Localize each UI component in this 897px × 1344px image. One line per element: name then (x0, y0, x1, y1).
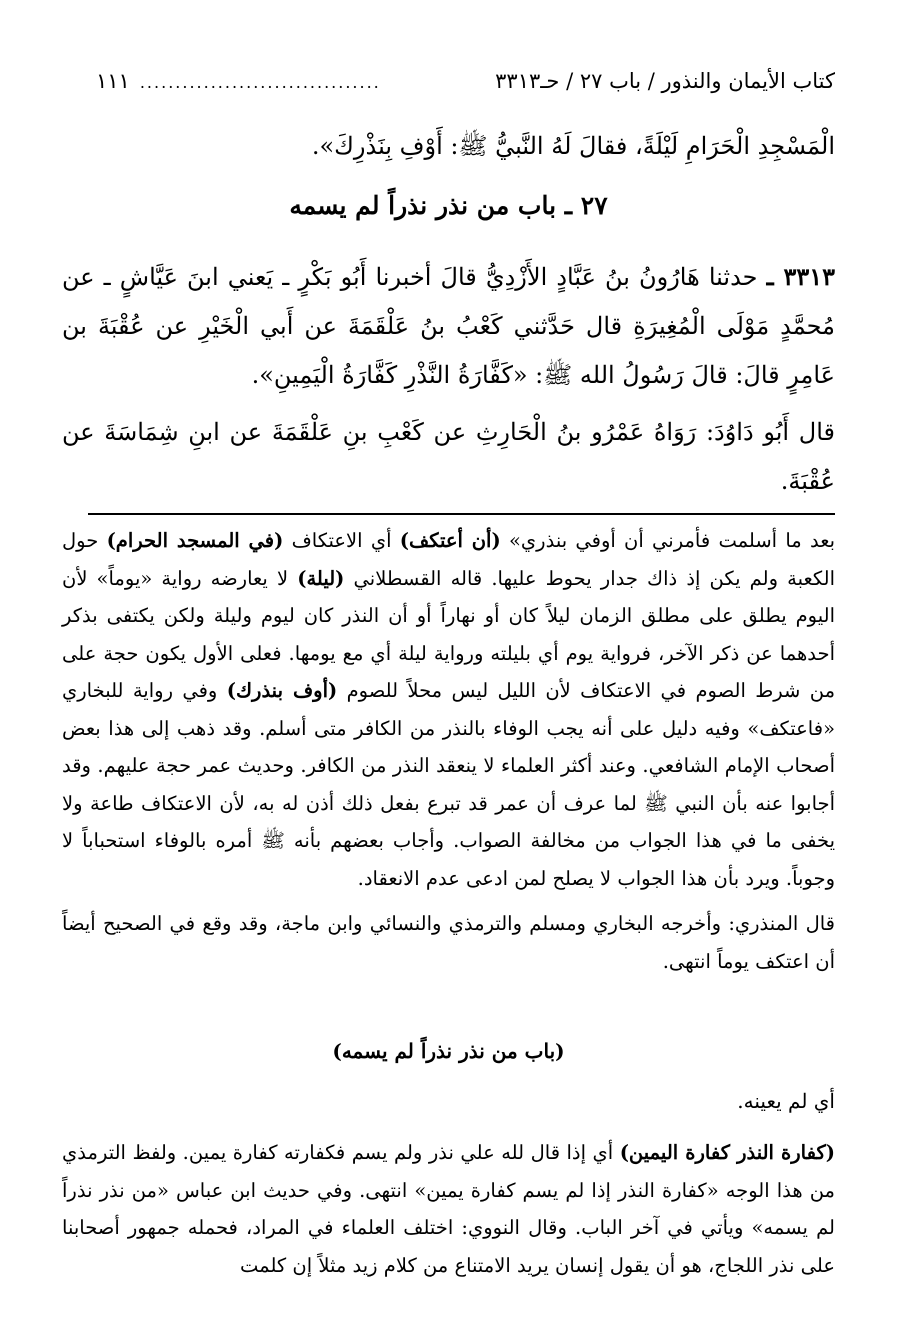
commentary-paragraph-3: أي لم يعينه. (737, 1089, 835, 1113)
running-title: كتاب الأيمان والنذور / باب ٢٧ / حـ٣٣١٣ (495, 69, 835, 93)
commentary-block (62, 522, 835, 980)
running-header (96, 66, 835, 98)
hadith-number: ٣٣١٣ ـ (766, 262, 835, 291)
hadith-paragraph (62, 252, 835, 400)
comm-text: بعد ما أسلمت فأمرني أن أوفي بنذري» (508, 529, 836, 552)
commentary-paragraph-2: قال المنذري: وأخرجه البخاري ومسلم والترمذي والنسائي وابن ماجة، وقد وقع في الصحيح أيضاً أن اعتكف يوماً انتهى. (62, 912, 835, 973)
commentary-paragraph-4 (62, 1134, 835, 1284)
comm-text: حول الكعبة ولم يكن إذ ذاك جدار يحوط عليها. قاله القسطلاني (62, 529, 836, 590)
hadith-block (62, 252, 835, 506)
leader-dots: .................................. (139, 73, 381, 92)
commentary-paragraph-1 (62, 522, 835, 897)
abu-dawud-note: قال أَبُو دَاوُدَ: رَوَاهُ عَمْرُو بنُ الْحَارِثِ عن كَعْبِ بنِ عَلْقَمَةَ عن ابنِ شِمَاسَةَ عن عُقْبَةَ. (62, 418, 836, 495)
comm-text: لا يعارضه رواية «يوماً» لأن اليوم يطلق على مطلق الزمان ليلاً كان أو نهاراً أو أن النذر كان ليوم وليلة ولكن يكتفى بذكر أحدهما عن ذكر الآخر، فرواية يوم أي بليلته ورواية ليلة أي مع يومها. فعلى الأول يكون حجة على من شرط الصوم في الاعتكاف لأن الليل ليس محلاً للصوم (62, 566, 836, 702)
footnote-divider (88, 513, 835, 515)
hadith-text: حدثنا هَارُونُ بنُ عَبَّادٍ الأَزْدِيُّ قالَ أخبرنا أَبُو بَكْرٍ ـ يَعني ابنَ عَيَّاشٍ ـ عن مُحمَّدٍ مَوْلَى الْمُغِيرَةِ قال حَدَّثني كَعْبُ بنُ عَلْقَمَةَ عن أَبي الْخَيْرِ عن عُقْبَةَ بن عَامِرٍ قالَ: قالَ رَسُولُ الله ﷺ: «كَفَّارَةُ النَّذْرِ كَفَّارَةُ الْيَمِينِ». (62, 263, 835, 389)
comm-bold: (ليلة) (297, 566, 345, 590)
comm-bold: (كفارة النذر كفارة اليمين) (619, 1141, 835, 1164)
commentary-sub-heading: (باب من نذر نذراً لم يسمه) (332, 1039, 565, 1063)
commentary-block-2 (62, 1134, 835, 1284)
comm-bold: (أوف بنذرك) (226, 679, 338, 702)
comm-bold: (أن أعتكف) (399, 529, 501, 552)
page-number: ١١١ (96, 69, 130, 93)
main-text-carryover (62, 122, 835, 171)
comm-text: أي إذا قال لله علي نذر ولم يسم فكفارته كفارة يمين. ولفظ الترمذي من هذا الوجه «كفارة النذر إذا لم يسم كفارة يمين» انتهى. وفي حديث ابن عباس «من نذر نذراً لم يسمه» ويأتي في آخر الباب. وقال النووي: اختلف العلماء في المراد، فحمله جمهور أصحابنا على نذر اللجاج، هو أن يقول إنسان يريد الامتناع من كلام زيد مثلاً إن كلمت (62, 1141, 835, 1277)
carryover-line: الْمَسْجِدِ الْحَرَامِ لَيْلَةً، فقالَ لَهُ النَّبيُّ ﷺ: أَوْفِ بِنَذْرِكَ». (311, 132, 835, 160)
comm-text: أي الاعتكاف (291, 529, 392, 552)
chapter-title: ٢٧ ـ باب من نذر نذراً لم يسمه (289, 191, 608, 220)
comm-bold: (في المسجد الحرام) (106, 529, 284, 552)
comm-text: وفي رواية للبخاري «فاعتكف» وفيه دليل على أنه يجب الوفاء بالنذر من الكافر متى أسلم. وقد ذهب إلى هذا بعض أصحاب الإمام الشافعي. وعند أكثر العلماء لا ينعقد النذر من الكافر. وحديث عمر حجة عليهم. وقد أجابوا عنه بأن النبي ﷺ لما عرف أن عمر قد تبرع بفعل ذلك أذن له به، لأن الاعتكاف طاعة ولا يخفى ما في هذا الجواب من مخالفة الصواب. وأجاب بعضهم بأنه ﷺ أمره بالوفاء استحباباً لا وجوباً. ويرد بأن هذا الجواب لا يصلح لمن ادعى عدم الانعقاد. (62, 679, 835, 890)
